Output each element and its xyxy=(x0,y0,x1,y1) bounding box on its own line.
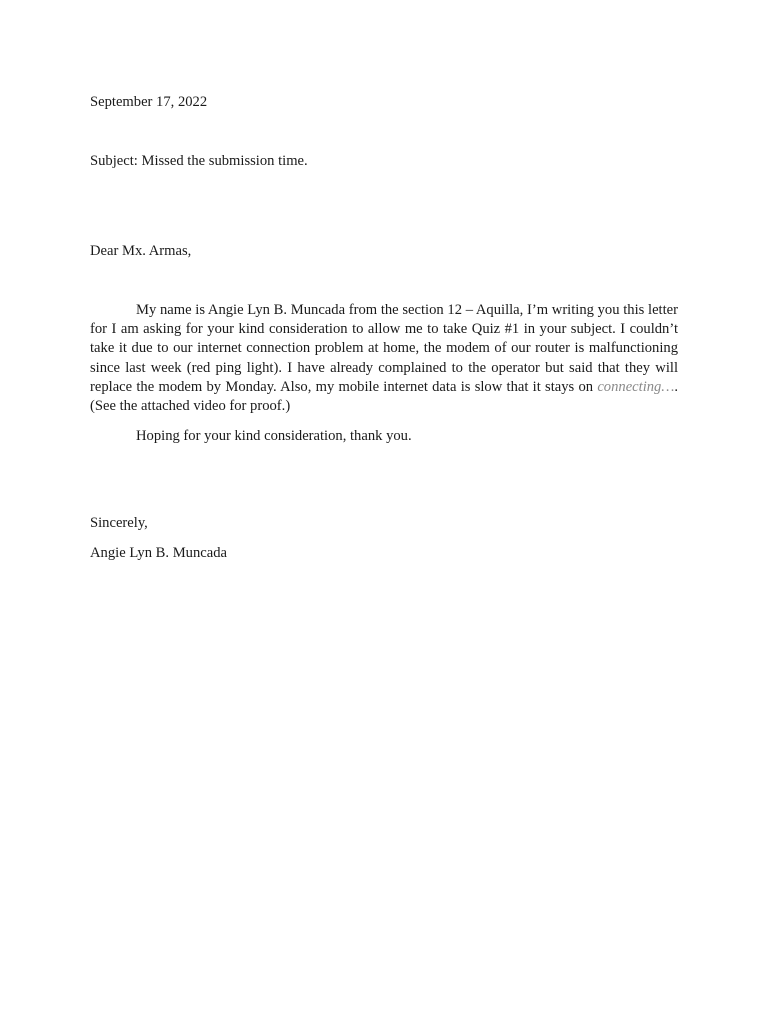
letter-signature-name: Angie Lyn B. Muncada xyxy=(90,545,227,561)
body-text-end: . (See the attached video for proof.) xyxy=(90,378,678,415)
letter-subject: Subject: Missed the submission time. xyxy=(90,153,308,169)
letter-closing-paragraph: Hoping for your kind consideration, thank you. xyxy=(136,428,412,444)
letter-salutation: Dear Mx. Armas, xyxy=(90,243,192,259)
letter-body-paragraph xyxy=(90,301,678,416)
connecting-status-text: connecting… xyxy=(597,378,675,395)
letter-date: September 17, 2022 xyxy=(90,94,208,110)
letter-signoff: Sincerely, xyxy=(90,515,148,531)
body-text-start: My name is Angie Lyn B. Muncada from the section 12 – Aquilla, I’m writing you this letter for I am asking for your kind consideration to allow me to take Quiz #1 in your subject. I couldn’t take it due to our internet connection problem at home, the modem of our router is malfunctioning since last week (red ping light). I have already complained to the operator but said that they will replace the modem by Monday. Also, my mobile internet data is slow that it stays on xyxy=(90,302,678,395)
